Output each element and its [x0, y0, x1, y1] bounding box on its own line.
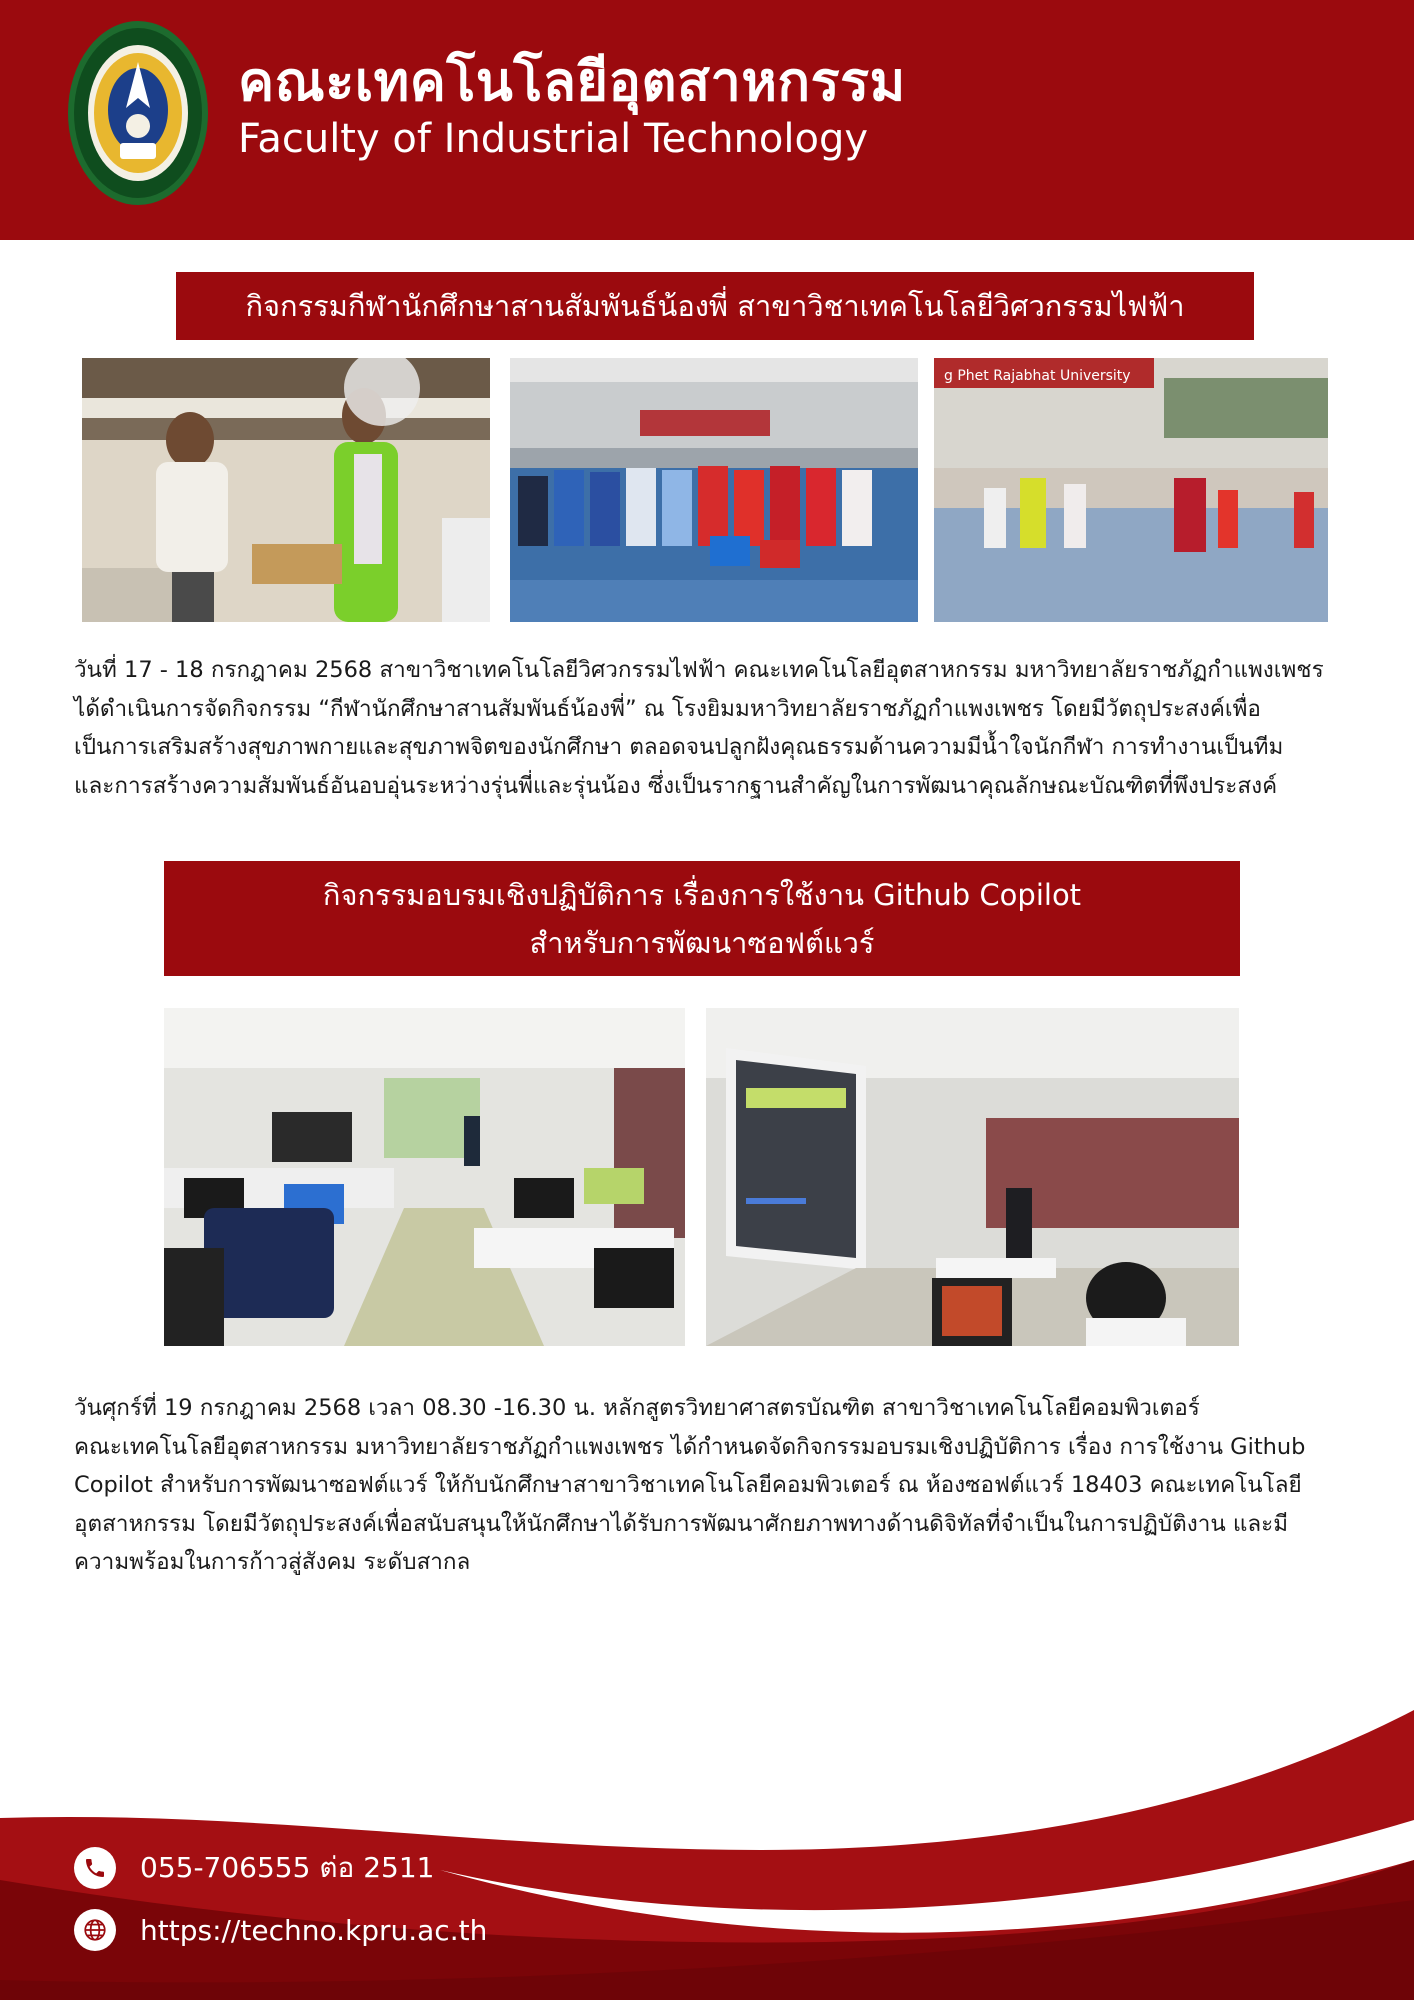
page-header [0, 0, 1414, 240]
faculty-title-english: Faculty of Industrial Technology [238, 116, 869, 162]
section1-heading-text: กิจกรรมกีฬานักศึกษาสานสัมพันธ์น้องพี่ สาขาวิชาเทคโนโลยีวิศวกรรมไฟฟ้า [245, 289, 1185, 323]
photo-team-group [510, 358, 918, 622]
section2-heading-line1: กิจกรรมอบรมเชิงปฏิบัติการ เรื่องการใช้งาน Github Copilot [322, 877, 1082, 912]
faculty-title-thai: คณะเทคโนโลยีอุตสาหกรรม [238, 50, 906, 113]
paragraph-line: อุตสาหกรรม โดยมีวัตถุประสงค์เพื่อสนับสนุนให้นักศึกษาได้รับการพัฒนาศักยภาพทางด้านดิจิทัลที่จำเป็นในการปฏิบัติงาน และมี [74, 1510, 1289, 1537]
photo-award-handover [82, 358, 490, 622]
paragraph-line: ได้ดำเนินการจัดกิจกรรม “กีฬานักศึกษาสานสัมพันธ์น้องพี่” ณ โรงยิมมหาวิทยาลัยราชภัฏกำแพงเพชร โดยมีวัตถุประสงค์เพื่อ [74, 695, 1261, 722]
banner-text: g Phet Rajabhat University [944, 368, 1131, 384]
footer-phone[interactable] [74, 1846, 435, 1890]
paragraph-line: ความพร้อมในการก้าวสู่สังคม ระดับสากล [74, 1549, 471, 1575]
website-url: https://techno.kpru.ac.th [140, 1913, 488, 1947]
section1-paragraph [74, 651, 1364, 805]
paragraph-line: คณะเทคโนโลยีอุตสาหกรรม มหาวิทยาลัยราชภัฏกำแพงเพชร ได้กำหนดจัดกิจกรรมอบรมเชิงปฏิบัติการ เรื่อง การใช้งาน Github [74, 1433, 1306, 1460]
section2-paragraph [74, 1389, 1364, 1582]
paragraph-line: เป็นการเสริมสร้างสุขภาพกายและสุขภาพจิตของนักศึกษา ตลอดจนปลูกฝังคุณธรรมด้านความมีน้ำใจนักกีฬา การทำงานเป็นทีม [74, 734, 1284, 760]
phone-icon [74, 1847, 116, 1889]
paragraph-line: Copilot สำหรับการพัฒนาซอฟต์แวร์ ให้กับนักศึกษาสาขาวิชาเทคโนโลยีคอมพิวเตอร์ ณ ห้องซอฟต์แวร์ 18403 คณะเทคโนโลยี [74, 1472, 1302, 1498]
section2-heading-line2: สำหรับการพัฒนาซอฟต์แวร์ [529, 925, 875, 960]
paragraph-line: วันที่ 17 - 18 กรกฎาคม 2568 สาขาวิชาเทคโนโลยีวิศวกรรมไฟฟ้า คณะเทคโนโลยีอุตสาหกรรม มหาวิทยาลัยราชภัฏกำแพงเพชร [74, 657, 1324, 683]
university-logo [66, 18, 210, 208]
paragraph-line: วันศุกร์ที่ 19 กรกฎาคม 2568 เวลา 08.30 -16.30 น. หลักสูตรวิทยาศาสตรบัณฑิต สาขาวิชาเทคโนโลยีคอมพิวเตอร์ [74, 1395, 1200, 1421]
paragraph-line: และการสร้างความสัมพันธ์อันอบอุ่นระหว่างรุ่นพี่และรุ่นน้อง ซึ่งเป็นรากฐานสำคัญในการพัฒนาคุณลักษณะบัณฑิตที่พึงประสงค์ [74, 772, 1278, 799]
photo-futsal-match [934, 358, 1328, 622]
photo-computer-lab-training [164, 1008, 685, 1346]
section2-heading [164, 861, 1240, 976]
footer-website[interactable] [74, 1908, 487, 1952]
globe-icon [74, 1909, 116, 1951]
section1-heading [176, 272, 1254, 340]
photo-instructor-projector [706, 1008, 1239, 1346]
phone-number: 055-706555 ต่อ 2511 [140, 1851, 435, 1884]
